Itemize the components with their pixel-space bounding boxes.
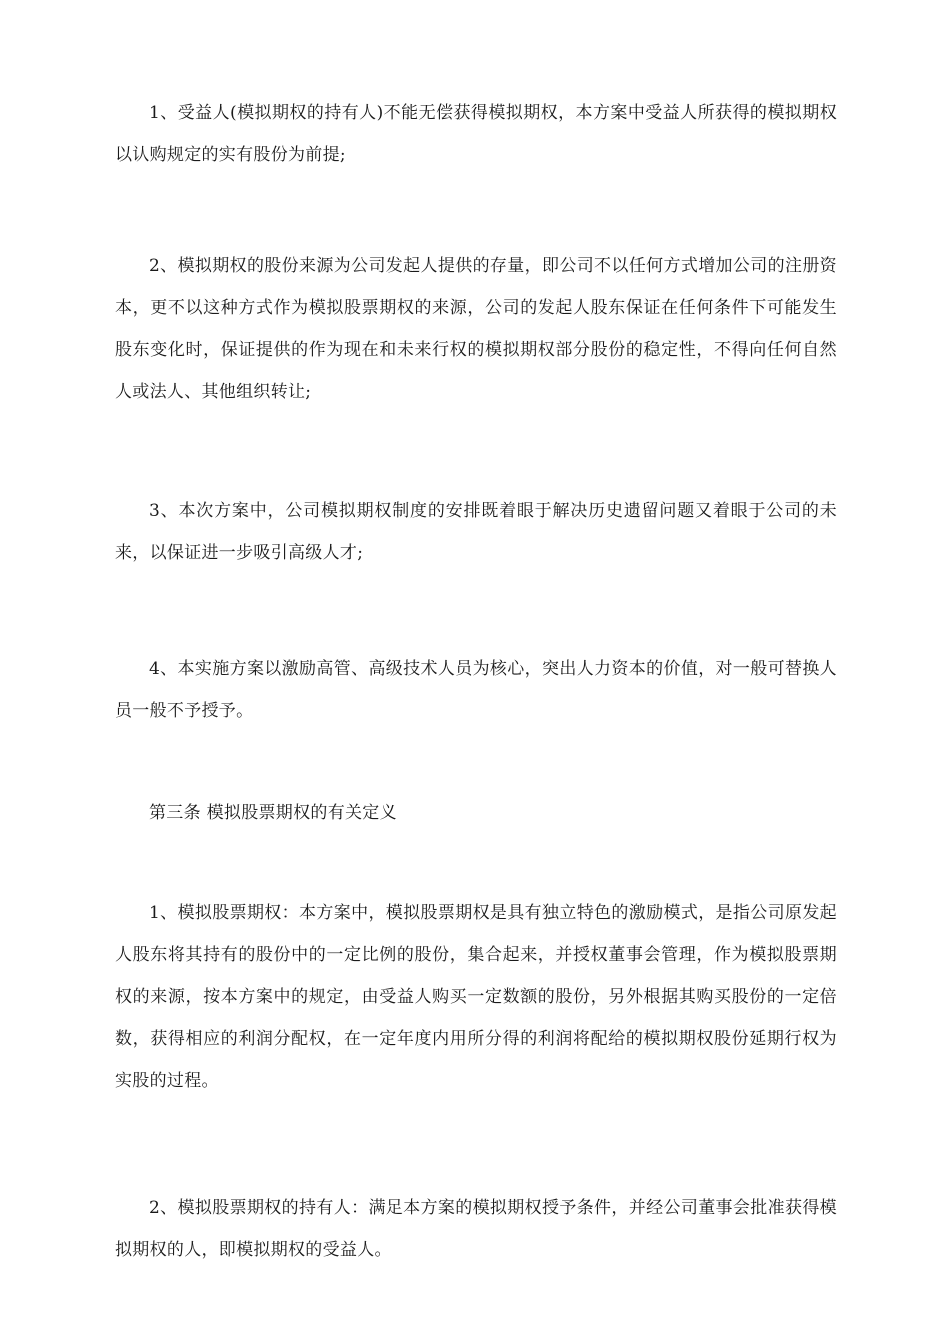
definition-item-1: 1、模拟股票期权：本方案中，模拟股票期权是具有独立特色的激励模式，是指公司原发起人股东将其持有的股份中的一定比例的股份，集合起来，并授权董事会管理，作为模拟股票期权的来源，按本方案中的规定，由受益人购买一定数额的股份，另外根据其购买股份的一定倍数，获得相应的利润分配权，在一定年度内用所分得的利润将配给的模拟期权股份延期行权为实股的过程。 xyxy=(115,903,837,1091)
paragraph-item-3: 3、本次方案中，公司模拟期权制度的安排既着眼于解决历史遗留问题又着眼于公司的未来，以保证进一步吸引高级人才; xyxy=(115,501,837,563)
paragraph-item-2: 2、模拟期权的股份来源为公司发起人提供的存量，即公司不以任何方式增加公司的注册资本，更不以这种方式作为模拟股票期权的来源，公司的发起人股东保证在任何条件下可能发生股东变化时，保证提供的作为现在和未来行权的模拟期权部分股份的稳定性，不得向任何自然人或法人、其他组织转让; xyxy=(115,256,837,402)
paragraph-item-1: 1、受益人(模拟期权的持有人)不能无偿获得模拟期权，本方案中受益人所获得的模拟期权以认购规定的实有股份为前提; xyxy=(115,103,837,165)
section-heading-article-3: 第三条 模拟股票期权的有关定义 xyxy=(149,803,397,823)
definition-item-2: 2、模拟股票期权的持有人：满足本方案的模拟期权授予条件，并经公司董事会批准获得模拟期权的人，即模拟期权的受益人。 xyxy=(115,1198,837,1260)
paragraph-item-4: 4、本实施方案以激励高管、高级技术人员为核心，突出人力资本的价值，对一般可替换人员一般不予授予。 xyxy=(115,659,837,721)
